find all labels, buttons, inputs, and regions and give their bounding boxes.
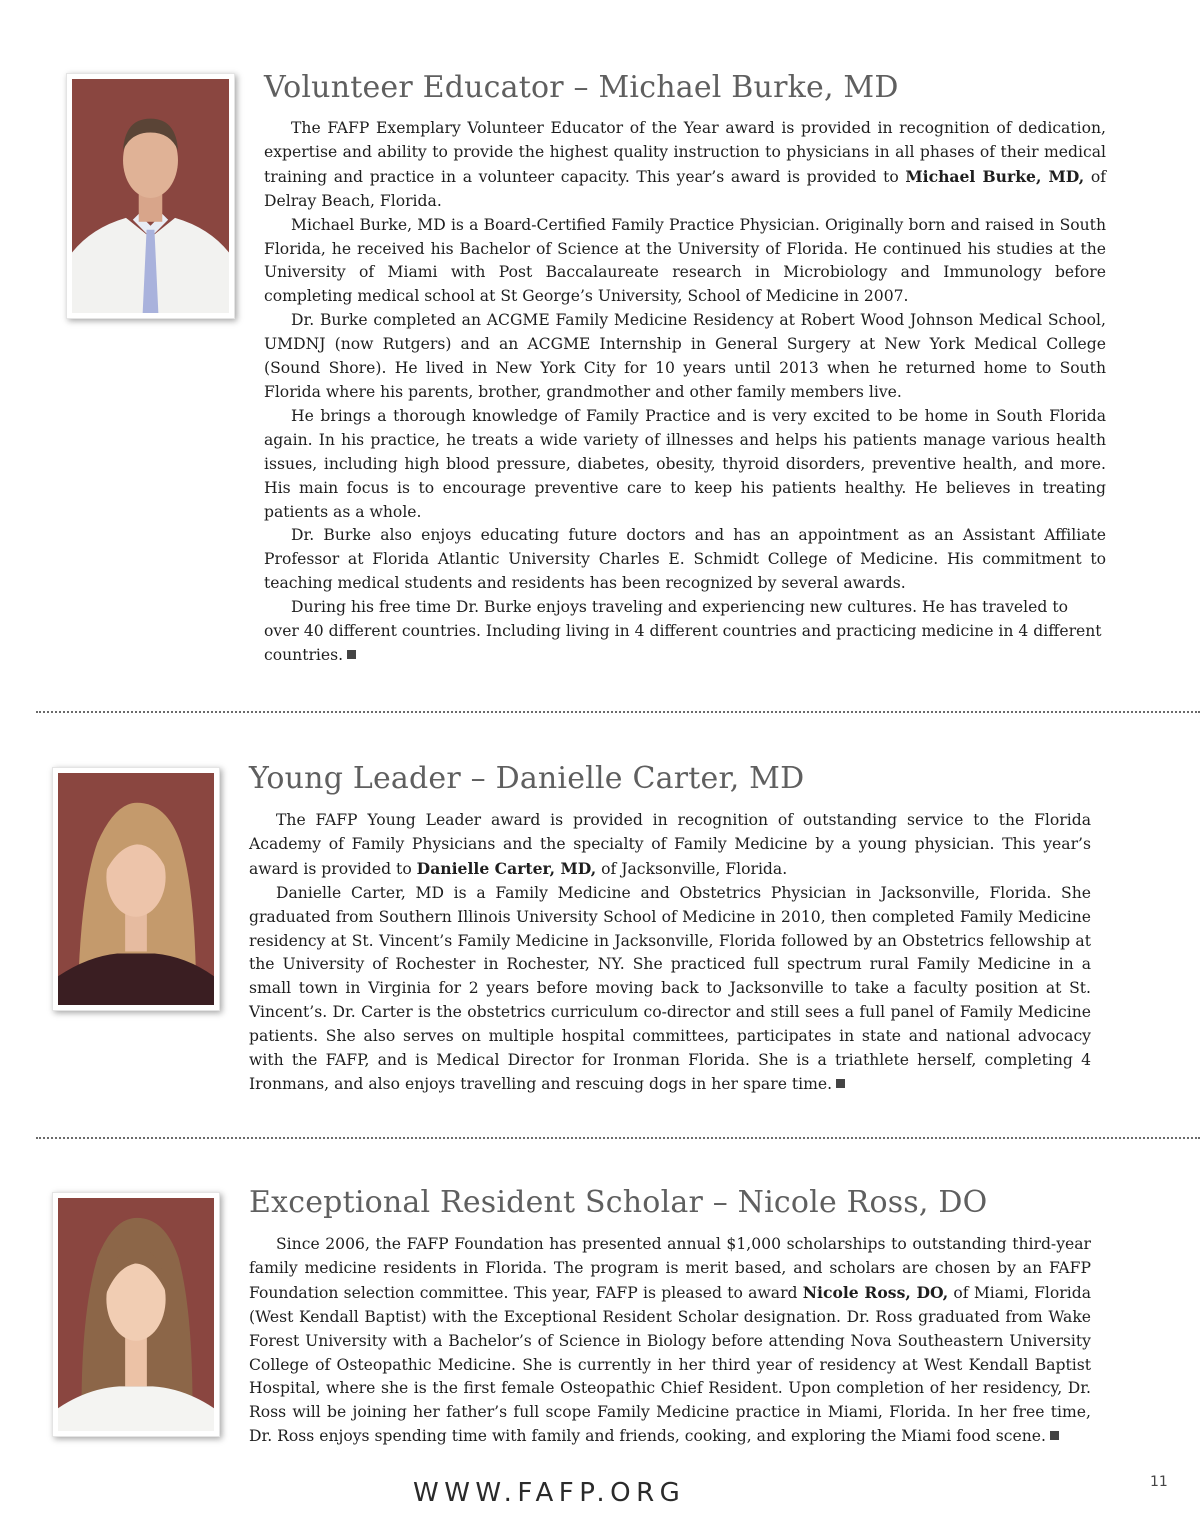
section-heading-young-leader: Young Leader – Danielle Carter, MD <box>249 761 805 796</box>
photo-nicole-ross <box>52 1192 220 1437</box>
section-divider <box>36 711 1200 713</box>
section-body-young-leader <box>249 809 1091 1097</box>
section-body-exceptional-resident-scholar <box>249 1233 1091 1449</box>
section-heading-volunteer-educator: Volunteer Educator – Michael Burke, MD <box>264 70 899 105</box>
awardee-name: Danielle Carter, MD, <box>416 858 597 878</box>
paragraph: He brings a thorough knowledge of Family Practice and is very excited to be home in South Florida again. In his practice, he treats a wide variety of illnesses and helps his patients manage various health issues, including high blood pressure, diabetes, obesity, thyroid disorders, preventive health, and more. His main focus is to encourage preventive care to keep his patients healthy. He believes in treating patients as a whole. <box>264 406 1106 521</box>
paragraph: Since 2006, the FAFP Foundation has presented annual $1,000 scholarships to outstanding third-year family medicine residents in Florida. The program is merit based, and scholars are chosen by an FAFP Foundation selection committee. This year, FAFP is pleased to award Nicole Ross, DO, of Miami, Florida (West Kendall Baptist) with the Exceptional Resident Scholar designation. Dr. Ross graduated from Wake Forest University with a Bachelor’s of Science in Biology before attending Nova Southeastern University College of Osteopathic Medicine. She is currently in her third year of residency at West Kendall Baptist Hospital, where she is the first female Osteopathic Chief Resident. Upon completion of her residency, Dr. Ross will be joining her father’s full scope Family Medicine practice in Miami, Florida. In her free time, Dr. Ross enjoys spending time with family and friends, cooking, and exploring the Miami food scene. <box>249 1235 1091 1446</box>
footer-website-url: WWW.FAFP.ORG <box>413 1478 686 1508</box>
awardee-name: Nicole Ross, DO, <box>802 1282 949 1302</box>
end-mark-icon <box>347 650 356 659</box>
section-divider <box>36 1137 1200 1139</box>
paragraph: Dr. Burke completed an ACGME Family Medicine Residency at Robert Wood Johnson Medical School, UMDNJ (now Rutgers) and an ACGME Internship in General Surgery at New York Medical College (Sound Shore). He lived in New York City for 10 years until 2013 when he returned home to South Florida where his parents, brother, grandmother and other family members live. <box>264 311 1106 401</box>
portrait-image <box>58 773 214 1005</box>
photo-danielle-carter <box>52 767 220 1011</box>
portrait-image <box>72 79 229 313</box>
paragraph: The FAFP Exemplary Volunteer Educator of the Year award is provided in recognition of dedication, expertise and ability to provide the highest quality instruction to physicians in all phases of their medical training and practice in a volunteer capacity. This year’s award is provided to Michael Burke, MD, of Delray Beach, Florida. <box>264 119 1106 210</box>
paragraph: Danielle Carter, MD is a Family Medicine and Obstetrics Physician in Jacksonville, Florida. She graduated from Southern Illinois University School of Medicine in 2010, then completed Family Medicine residency at St. Vincent’s Family Medicine in Jacksonville, Florida followed by an Obstetrics fellowship at the University of Rochester in Rochester, NY. She practiced full spectrum rural Family Medicine in a small town in Virginia for 2 years before moving back to Jacksonville to take a faculty position at St. Vincent’s. Dr. Carter is the obstetrics curriculum co-director and still sees a full panel of Family Medicine patients. She also serves on multiple hospital committees, participates in state and national advocacy with the FAFP, and is Medical Director for Ironman Florida. She is a triathlete herself, completing 4 Ironmans, and also enjoys travelling and rescuing dogs in her spare time. <box>249 883 1091 1093</box>
section-body-volunteer-educator <box>264 117 1106 668</box>
photo-michael-burke <box>66 73 235 319</box>
paragraph: Dr. Burke also enjoys educating future doctors and has an appointment as an Assistant Affiliate Professor at Florida Atlantic University Charles E. Schmidt College of Medicine. His commitment to teaching medical students and residents has been recognized by several awards. <box>264 526 1106 593</box>
paragraph: During his free time Dr. Burke enjoys traveling and experiencing new cultures. He has traveled to over 40 different countries. Including living in 4 different countries and practicing medicine in 4 different countries. <box>264 598 1102 664</box>
end-mark-icon <box>1050 1431 1059 1440</box>
awardee-name: Michael Burke, MD, <box>905 166 1085 186</box>
section-heading-exceptional-resident-scholar: Exceptional Resident Scholar – Nicole Ross, DO <box>249 1185 988 1220</box>
portrait-image <box>58 1198 214 1431</box>
paragraph: The FAFP Young Leader award is provided in recognition of outstanding service to the Florida Academy of Family Physicians and the specialty of Family Medicine by a young physician. This year’s award is provided to Danielle Carter, MD, of Jacksonville, Florida. <box>249 811 1091 878</box>
paragraph: Michael Burke, MD is a Board-Certified Family Practice Physician. Originally born and raised in South Florida, he received his Bachelor of Science at the University of Florida. He continued his studies at the University of Miami with Post Baccalaureate research in Microbiology and Immunology before completing medical school at St George’s University, School of Medicine in 2007. <box>264 215 1106 306</box>
page-number: 11 <box>1150 1474 1168 1490</box>
end-mark-icon <box>836 1079 845 1088</box>
